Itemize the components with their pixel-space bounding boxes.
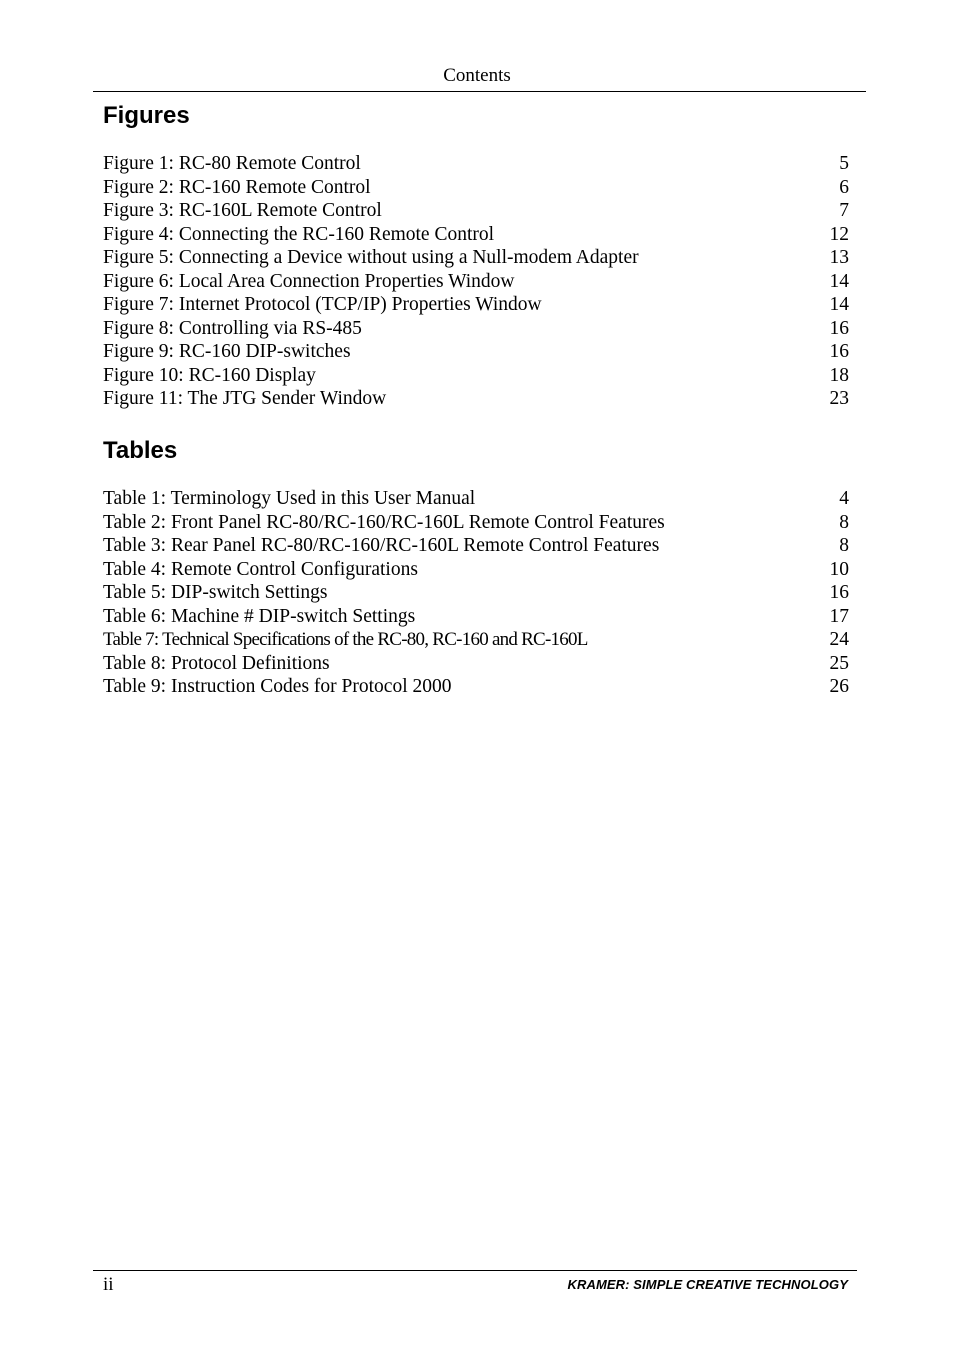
page-number: ii xyxy=(103,1274,114,1295)
toc-entry[interactable] xyxy=(103,270,849,294)
toc-entry[interactable] xyxy=(103,152,849,176)
toc-entry[interactable] xyxy=(103,534,849,558)
toc-entry-page: 13 xyxy=(829,247,849,268)
figures-heading: Figures xyxy=(103,102,190,129)
toc-entry[interactable] xyxy=(103,387,849,411)
toc-entry[interactable] xyxy=(103,364,849,388)
toc-entry-label: Figure 11: The JTG Sender Window xyxy=(103,388,387,409)
tables-heading: Tables xyxy=(103,437,178,464)
toc-entry-page: 12 xyxy=(829,223,849,245)
toc-entry[interactable] xyxy=(103,675,849,699)
toc-entry-page: 8 xyxy=(839,535,849,556)
toc-entry-label: Table 3: Rear Panel RC-80/RC-160/RC-160L Remote Control Features xyxy=(103,535,660,556)
toc-entry-page: 16 xyxy=(829,341,849,362)
toc-entry[interactable] xyxy=(103,487,849,511)
toc-entry-page: 16 xyxy=(829,582,849,603)
toc-entry-page: 14 xyxy=(829,294,849,315)
toc-entry-label: Table 5: DIP-switch Settings xyxy=(103,582,328,603)
toc-entry-page: 7 xyxy=(839,200,849,221)
toc-entry-page: 18 xyxy=(829,364,849,386)
toc-entry[interactable] xyxy=(103,223,849,247)
toc-entry-label: Figure 3: RC-160L Remote Control xyxy=(103,200,382,221)
toc-entry[interactable] xyxy=(103,628,849,652)
toc-entry-label: Figure 2: RC-160 Remote Control xyxy=(103,176,371,198)
footer-brand: KRAMER: SIMPLE CREATIVE TECHNOLOGY xyxy=(567,1277,848,1292)
toc-entry-page: 26 xyxy=(829,676,849,697)
toc-entry-label: Table 9: Instruction Codes for Protocol 2000 xyxy=(103,676,452,697)
tables-list xyxy=(103,487,849,699)
toc-entry-label: Figure 7: Internet Protocol (TCP/IP) Properties Window xyxy=(103,294,542,315)
toc-entry[interactable] xyxy=(103,340,849,364)
toc-entry-label: Figure 6: Local Area Connection Properties Window xyxy=(103,270,515,292)
footer-rule xyxy=(93,1270,857,1271)
toc-entry[interactable] xyxy=(103,199,849,223)
toc-entry[interactable] xyxy=(103,605,849,629)
toc-entry-page: 17 xyxy=(829,605,849,627)
toc-entry[interactable] xyxy=(103,652,849,676)
toc-entry-label: Table 6: Machine # DIP-switch Settings xyxy=(103,605,416,627)
toc-entry-label: Figure 9: RC-160 DIP-switches xyxy=(103,341,351,362)
toc-entry[interactable] xyxy=(103,581,849,605)
toc-entry-page: 8 xyxy=(839,511,849,533)
toc-entry-page: 6 xyxy=(839,176,849,198)
figures-list xyxy=(103,152,849,411)
toc-entry-page: 23 xyxy=(829,388,849,409)
toc-entry-page: 5 xyxy=(839,153,849,174)
header-rule xyxy=(93,91,866,92)
toc-entry-label: Table 8: Protocol Definitions xyxy=(103,652,330,674)
toc-entry[interactable] xyxy=(103,293,849,317)
toc-entry-label: Table 7: Technical Specifications of the RC-80, RC-160 and RC-160L xyxy=(103,629,588,650)
toc-entry-label: Figure 1: RC-80 Remote Control xyxy=(103,153,361,174)
toc-entry[interactable] xyxy=(103,246,849,270)
toc-entry-label: Figure 5: Connecting a Device without using a Null-modem Adapter xyxy=(103,247,639,268)
toc-entry-page: 24 xyxy=(829,629,849,650)
toc-entry[interactable] xyxy=(103,176,849,200)
toc-entry-label: Table 1: Terminology Used in this User Manual xyxy=(103,488,476,509)
toc-entry-label: Figure 10: RC-160 Display xyxy=(103,364,316,386)
toc-entry-page: 25 xyxy=(829,652,849,674)
toc-entry-label: Figure 8: Controlling via RS-485 xyxy=(103,317,362,339)
toc-entry-label: Figure 4: Connecting the RC-160 Remote Control xyxy=(103,223,495,245)
toc-entry-page: 16 xyxy=(829,317,849,339)
toc-entry[interactable] xyxy=(103,558,849,582)
toc-entry-label: Table 2: Front Panel RC-80/RC-160/RC-160L Remote Control Features xyxy=(103,511,665,533)
toc-entry-page: 10 xyxy=(829,558,849,580)
toc-entry[interactable] xyxy=(103,511,849,535)
toc-entry-page: 14 xyxy=(829,270,849,292)
toc-entry-label: Table 4: Remote Control Configurations xyxy=(103,558,418,580)
toc-entry[interactable] xyxy=(103,317,849,341)
running-header: Contents xyxy=(443,65,511,86)
toc-entry-page: 4 xyxy=(839,488,849,509)
